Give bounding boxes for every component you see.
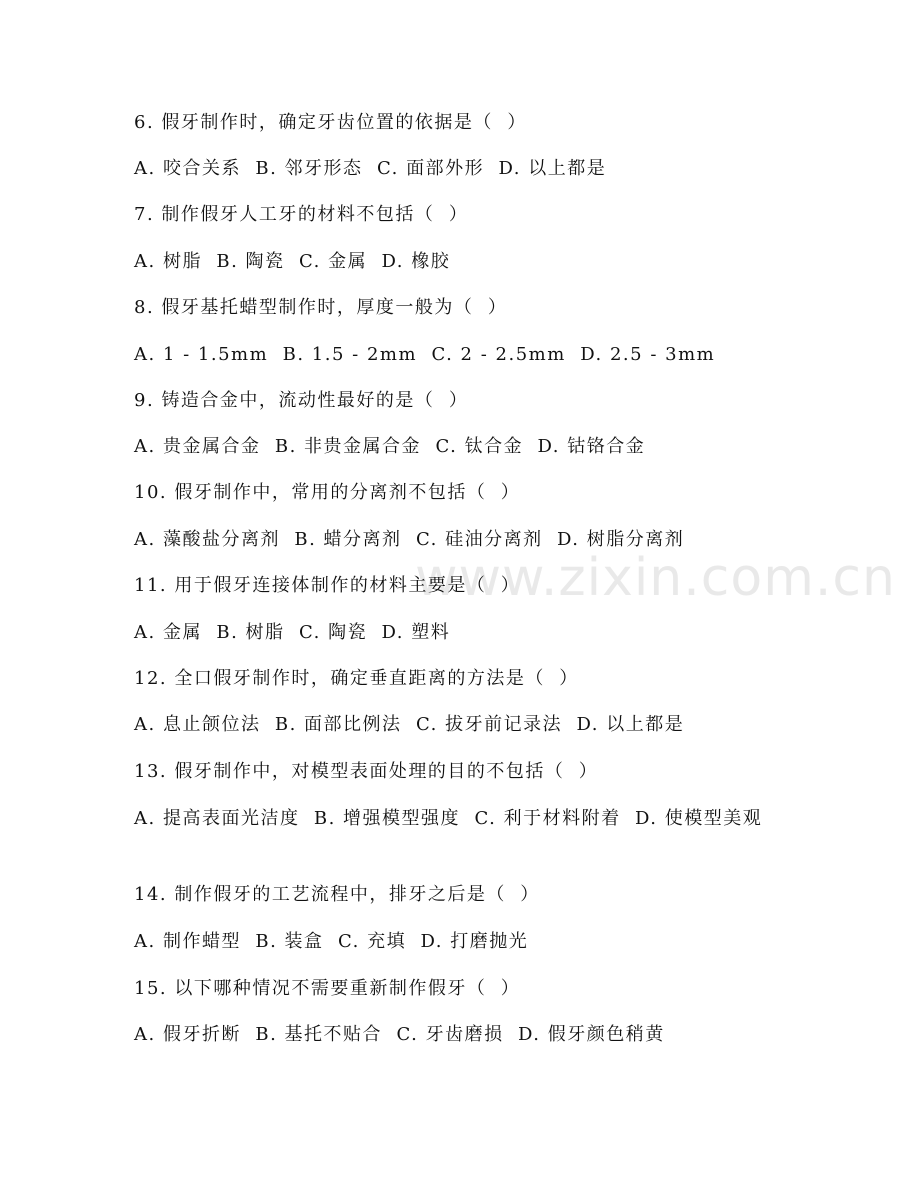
watermark: www.zixin.com.cn (415, 548, 896, 608)
question-10: 10. 假牙制作中，常用的分离剂不包括（ ） (134, 482, 521, 503)
question-13: 13. 假牙制作中，对模型表面处理的目的不包括（ ） (134, 761, 599, 782)
question-8: 8. 假牙基托蜡型制作时，厚度一般为（ ） (134, 297, 508, 318)
options-10: A. 藻酸盐分离剂 B. 蜡分离剂 C. 硅油分离剂 D. 树脂分离剂 (134, 529, 685, 550)
question-15: 15. 以下哪种情况不需要重新制作假牙（ ） (134, 978, 521, 999)
question-12: 12. 全口假牙制作时，确定垂直距离的方法是（ ） (134, 668, 579, 689)
options-13: A. 提高表面光洁度 B. 增强模型强度 C. 利于材料附着 D. 使模型美观 (134, 808, 763, 829)
options-6: A. 咬合关系 B. 邻牙形态 C. 面部外形 D. 以上都是 (134, 158, 607, 179)
options-15: A. 假牙折断 B. 基托不贴合 C. 牙齿磨损 D. 假牙颜色稍黄 (134, 1024, 665, 1045)
options-9: A. 贵金属合金 B. 非贵金属合金 C. 钛合金 D. 钴铬合金 (134, 436, 646, 457)
options-12: A. 息止颌位法 B. 面部比例法 C. 拔牙前记录法 D. 以上都是 (134, 714, 685, 735)
question-6: 6. 假牙制作时，确定牙齿位置的依据是（ ） (134, 112, 527, 133)
question-7: 7. 制作假牙人工牙的材料不包括（ ） (134, 204, 469, 225)
question-11: 11. 用于假牙连接体制作的材料主要是（ ） (134, 575, 521, 596)
options-7: A. 树脂 B. 陶瓷 C. 金属 D. 橡胶 (134, 251, 451, 272)
options-14: A. 制作蜡型 B. 装盒 C. 充填 D. 打磨抛光 (134, 931, 529, 952)
question-9: 9. 铸造合金中，流动性最好的是（ ） (134, 390, 469, 411)
options-11: A. 金属 B. 树脂 C. 陶瓷 D. 塑料 (134, 622, 451, 643)
question-14: 14. 制作假牙的工艺流程中，排牙之后是（ ） (134, 884, 540, 905)
options-8: A. 1 - 1.5mm B. 1.5 - 2mm C. 2 - 2.5mm D. 2.5 - 3mm (134, 344, 716, 365)
